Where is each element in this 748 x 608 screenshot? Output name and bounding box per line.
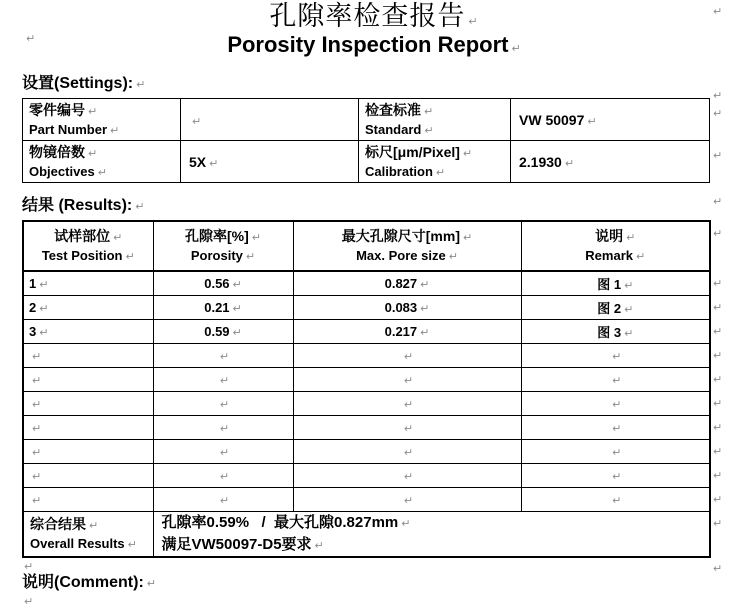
paragraph-mark-icon: ↵ <box>136 78 146 91</box>
settings-heading: 设置(Settings): ↵ <box>22 75 146 92</box>
calibration-label: 标尺[μm/Pixel] ↵ Calibration ↵ <box>359 141 511 183</box>
overall-results-summary[interactable]: 孔隙率0.59% / 最大孔隙0.827mm ↵ 满足VW50097-D5要求 ↵ <box>153 511 710 557</box>
report-title-en: Porosity Inspection Report <box>227 32 509 57</box>
paragraph-mark-icon: ↵ <box>39 277 49 291</box>
paragraph-mark-icon: ↵ <box>713 469 723 482</box>
result-cell-max-pore[interactable]: 0.827 ↵ <box>293 271 521 295</box>
paragraph-mark-icon: ↵ <box>713 373 723 386</box>
objectives-label: 物镜倍数 ↵ Objectives ↵ <box>23 141 181 183</box>
paragraph-mark-icon: ↵ <box>420 325 430 339</box>
result-cell-position[interactable] <box>23 367 153 391</box>
paragraph-mark-icon: ↵ <box>39 301 49 315</box>
column-header-remark: 说明 ↵ Remark ↵ <box>521 221 710 271</box>
result-row <box>23 415 710 439</box>
result-cell-remark[interactable]: 图 3 ↵ <box>521 319 710 343</box>
paragraph-mark-icon: ↵ <box>626 231 636 244</box>
result-cell-max-pore[interactable] <box>293 463 521 487</box>
paragraph-mark-icon: ↵ <box>232 325 242 339</box>
result-cell-porosity[interactable] <box>153 415 293 439</box>
paragraph-mark-icon: ↵ <box>612 469 622 483</box>
result-cell-position[interactable]: 3 ↵ <box>23 319 153 343</box>
paragraph-mark-icon: ↵ <box>232 277 242 291</box>
paragraph-mark-icon: ↵ <box>88 104 98 118</box>
result-cell-position[interactable] <box>23 463 153 487</box>
result-row <box>23 391 710 415</box>
result-cell-position[interactable] <box>23 415 153 439</box>
result-row <box>23 439 710 463</box>
part-number-value[interactable] <box>181 99 359 141</box>
paragraph-mark-icon: ↵ <box>219 469 230 483</box>
paragraph-mark-icon: ↵ <box>32 493 42 507</box>
report-title-en-line <box>0 32 748 60</box>
result-cell-porosity[interactable] <box>153 367 293 391</box>
paragraph-mark-icon: ↵ <box>251 231 261 244</box>
paragraph-mark-icon: ↵ <box>403 349 414 363</box>
paragraph-mark-icon: ↵ <box>713 517 723 530</box>
paragraph-mark-icon: ↵ <box>97 165 107 179</box>
result-cell-porosity[interactable]: 0.21 ↵ <box>153 295 293 319</box>
report-title-zh-line <box>0 2 748 32</box>
result-cell-max-pore[interactable] <box>293 439 521 463</box>
result-cell-remark[interactable]: 图 1 ↵ <box>521 271 710 295</box>
paragraph-mark-icon: ↵ <box>713 397 723 410</box>
paragraph-mark-icon: ↵ <box>113 231 123 244</box>
paragraph-mark-icon: ↵ <box>624 326 634 340</box>
paragraph-mark-icon: ↵ <box>219 397 230 411</box>
paragraph-mark-icon: ↵ <box>435 165 446 179</box>
paragraph-mark-icon: ↵ <box>32 373 42 387</box>
paragraph-mark-icon: ↵ <box>127 537 137 551</box>
results-heading: 结果 (Results): ↵ <box>22 197 145 214</box>
paragraph-mark-icon: ↵ <box>219 445 230 459</box>
result-row <box>23 487 710 511</box>
result-cell-porosity[interactable] <box>153 487 293 511</box>
paragraph-mark-icon: ↵ <box>612 373 622 387</box>
empty-paragraph <box>24 560 748 571</box>
paragraph-mark-icon: ↵ <box>713 562 723 575</box>
paragraph-mark-icon: ↵ <box>713 301 723 314</box>
result-cell-porosity[interactable] <box>153 439 293 463</box>
paragraph-mark-icon: ↵ <box>462 146 473 160</box>
paragraph-mark-icon: ↵ <box>612 421 622 435</box>
column-header-max-pore-size: 最大孔隙尺寸[mm] ↵ Max. Pore size ↵ <box>293 221 521 271</box>
result-cell-position[interactable] <box>23 439 153 463</box>
paragraph-mark-icon: ↵ <box>403 421 414 435</box>
result-cell-position[interactable]: 1 ↵ <box>23 271 153 295</box>
paragraph-mark-icon: ↵ <box>110 123 120 137</box>
column-header-test-position: 试样部位 ↵ Test Position ↵ <box>23 221 153 271</box>
paragraph-mark-icon: ↵ <box>314 538 324 552</box>
result-cell-remark[interactable] <box>521 439 710 463</box>
paragraph-mark-icon: ↵ <box>88 146 98 160</box>
paragraph-mark-icon: ↵ <box>32 469 42 483</box>
paragraph-mark-icon: ↵ <box>612 397 622 411</box>
paragraph-mark-icon: ↵ <box>146 577 156 590</box>
result-row <box>23 463 710 487</box>
paragraph-mark-icon: ↵ <box>219 493 230 507</box>
paragraph-mark-icon: ↵ <box>403 445 414 459</box>
paragraph-mark-icon: ↵ <box>424 104 434 118</box>
paragraph-mark-icon: ↵ <box>192 114 202 128</box>
paragraph-mark-icon: ↵ <box>219 349 230 363</box>
paragraph-mark-icon: ↵ <box>713 277 723 290</box>
paragraph-mark-icon: ↵ <box>713 107 723 120</box>
result-cell-position[interactable] <box>23 343 153 367</box>
standard-value[interactable]: VW 50097 ↵ <box>511 99 710 141</box>
report-title-zh: 孔隙率检查报告 <box>269 1 466 32</box>
paragraph-mark-icon: ↵ <box>713 149 723 162</box>
paragraph-mark-icon: ↵ <box>403 493 414 507</box>
empty-paragraph <box>24 595 748 606</box>
paragraph-mark-icon: ↵ <box>39 325 49 339</box>
paragraph-mark-icon: ↵ <box>89 518 99 532</box>
result-cell-remark[interactable] <box>521 463 710 487</box>
result-cell-position[interactable]: 2 ↵ <box>23 295 153 319</box>
result-row <box>23 367 710 391</box>
paragraph-mark-icon: ↵ <box>612 445 622 459</box>
document-page <box>0 1 748 608</box>
result-cell-max-pore[interactable] <box>293 415 521 439</box>
result-cell-porosity[interactable] <box>153 343 293 367</box>
paragraph-mark-icon: ↵ <box>468 15 479 28</box>
objectives-value[interactable]: 5X ↵ <box>181 141 359 183</box>
paragraph-mark-icon: ↵ <box>32 445 42 459</box>
paragraph-mark-icon: ↵ <box>624 278 634 292</box>
paragraph-mark-icon: ↵ <box>232 301 242 315</box>
paragraph-mark-icon: ↵ <box>713 227 723 240</box>
paragraph-mark-icon: ↵ <box>135 200 145 213</box>
result-cell-porosity[interactable] <box>153 463 293 487</box>
paragraph-mark-icon: ↵ <box>713 493 723 506</box>
calibration-value[interactable]: 2.1930 ↵ <box>511 141 710 183</box>
comment-heading: 说明(Comment): ↵ <box>22 574 156 591</box>
result-row <box>23 319 710 343</box>
result-cell-remark[interactable] <box>521 415 710 439</box>
paragraph-mark-icon: ↵ <box>511 42 521 55</box>
paragraph-mark-icon: ↵ <box>713 349 723 362</box>
paragraph-mark-icon: ↵ <box>635 250 646 263</box>
result-cell-porosity[interactable]: 0.59 ↵ <box>153 319 293 343</box>
paragraph-mark-icon: ↵ <box>424 123 434 137</box>
result-row <box>23 295 710 319</box>
result-cell-remark[interactable] <box>521 343 710 367</box>
result-cell-max-pore[interactable]: 0.083 ↵ <box>293 295 521 319</box>
result-row <box>23 343 710 367</box>
paragraph-mark-icon: ↵ <box>32 397 42 411</box>
result-cell-max-pore[interactable] <box>293 367 521 391</box>
paragraph-mark-icon: ↵ <box>713 195 723 208</box>
paragraph-mark-icon: ↵ <box>624 302 634 316</box>
paragraph-mark-icon: ↵ <box>24 560 34 573</box>
paragraph-mark-icon: ↵ <box>713 445 723 458</box>
result-cell-remark[interactable] <box>521 367 710 391</box>
paragraph-mark-icon: ↵ <box>219 373 230 387</box>
paragraph-mark-icon: ↵ <box>612 349 622 363</box>
result-cell-max-pore[interactable] <box>293 391 521 415</box>
paragraph-mark-icon: ↵ <box>713 325 723 338</box>
paragraph-mark-icon: ↵ <box>713 89 723 102</box>
settings-row <box>23 99 710 141</box>
paragraph-mark-icon: ↵ <box>403 397 414 411</box>
paragraph-mark-icon: ↵ <box>401 516 411 530</box>
paragraph-mark-icon: ↵ <box>32 349 42 363</box>
paragraph-mark-icon: ↵ <box>219 421 230 435</box>
result-cell-max-pore[interactable] <box>293 343 521 367</box>
overall-results-label: 综合结果 ↵ Overall Results ↵ <box>23 511 153 557</box>
result-cell-max-pore[interactable] <box>293 487 521 511</box>
paragraph-mark-icon: ↵ <box>403 373 414 387</box>
paragraph-mark-icon: ↵ <box>403 469 414 483</box>
paragraph-mark-icon: ↵ <box>587 114 597 128</box>
paragraph-mark-icon: ↵ <box>420 301 430 315</box>
paragraph-mark-icon: ↵ <box>125 250 135 263</box>
settings-row <box>23 141 710 183</box>
paragraph-mark-icon: ↵ <box>420 277 430 291</box>
result-cell-remark[interactable]: 图 2 ↵ <box>521 295 710 319</box>
result-row <box>23 271 710 295</box>
paragraph-mark-icon: ↵ <box>463 231 473 244</box>
results-table <box>22 220 711 558</box>
paragraph-mark-icon: ↵ <box>564 156 575 170</box>
paragraph-mark-icon: ↵ <box>448 250 458 263</box>
paragraph-mark-icon: ↵ <box>32 421 42 435</box>
paragraph-mark-icon: ↵ <box>245 250 256 263</box>
paragraph-mark-icon: ↵ <box>24 595 34 608</box>
paragraph-mark-icon: ↵ <box>713 421 723 434</box>
result-cell-position[interactable] <box>23 487 153 511</box>
paragraph-mark-icon: ↵ <box>612 493 622 507</box>
result-cell-max-pore[interactable]: 0.217 ↵ <box>293 319 521 343</box>
paragraph-mark-icon: ↵ <box>713 5 723 18</box>
column-header-porosity: 孔隙率[%] ↵ Porosity ↵ <box>153 221 293 271</box>
paragraph-mark-icon: ↵ <box>26 32 36 45</box>
result-cell-remark[interactable] <box>521 487 710 511</box>
result-cell-porosity[interactable] <box>153 391 293 415</box>
result-cell-position[interactable] <box>23 391 153 415</box>
settings-table <box>22 98 710 183</box>
paragraph-mark-icon: ↵ <box>209 156 219 170</box>
results-header-row <box>23 221 710 271</box>
standard-label: 检查标准 ↵ Standard ↵ <box>359 99 511 141</box>
result-cell-remark[interactable] <box>521 391 710 415</box>
result-cell-porosity[interactable]: 0.56 ↵ <box>153 271 293 295</box>
overall-results-row <box>23 511 710 557</box>
part-number-label: 零件编号 ↵ Part Number ↵ <box>23 99 181 141</box>
